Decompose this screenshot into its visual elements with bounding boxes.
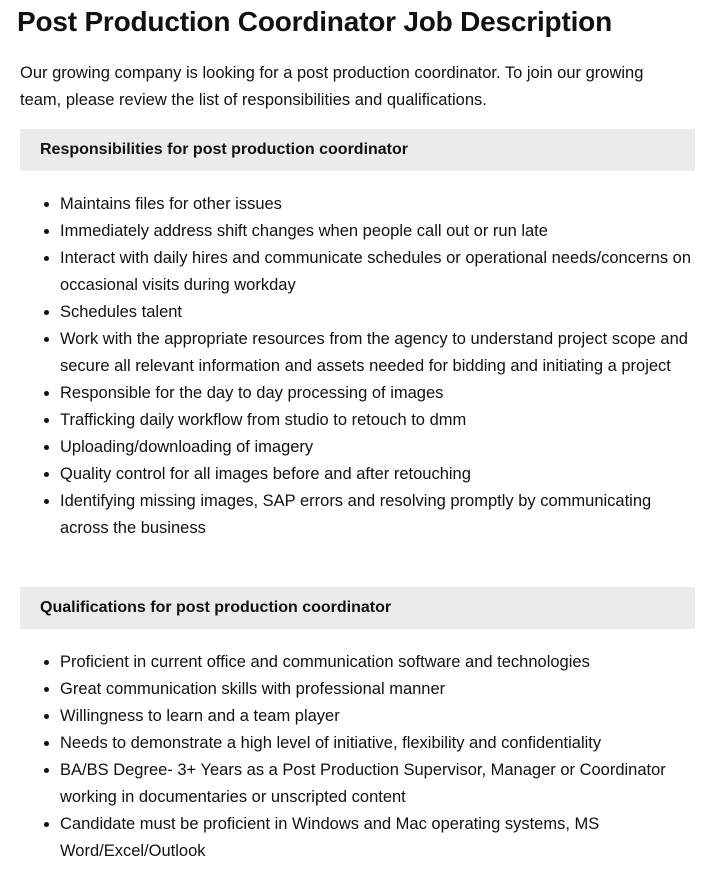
list-item: • Willingness to learn and a team player — [60, 703, 695, 730]
list-item: • Work with the appropriate resources from the agency to understand project scope and secure all relevant information and assets needed for bidding and initiating a project — [60, 326, 695, 380]
responsibilities-section — [20, 129, 695, 542]
responsibilities-list — [20, 191, 695, 542]
qualifications-list — [20, 649, 695, 865]
list-item: • Trafficking daily workflow from studio to retouch to dmm — [60, 407, 695, 434]
responsibilities-heading: Responsibilities for post production coordinator — [20, 129, 695, 171]
list-item: • Great communication skills with professional manner — [60, 676, 695, 703]
list-item: • Proficient in current office and communication software and technologies — [60, 649, 695, 676]
list-item: • Identifying missing images, SAP errors and resolving promptly by communicating across the business — [60, 488, 695, 542]
list-item: • Quality control for all images before and after retouching — [60, 461, 695, 488]
list-item: • Responsible for the day to day processing of images — [60, 380, 695, 407]
qualifications-heading: Qualifications for post production coordinator — [20, 587, 695, 629]
list-item: • Uploading/downloading of imagery — [60, 434, 695, 461]
intro-paragraph: Our growing company is looking for a post production coordinator. To join our growing team, please review the list of responsibilities and qualifications. — [20, 64, 644, 109]
list-item: • Schedules talent — [60, 299, 695, 326]
list-item: • Needs to demonstrate a high level of initiative, flexibility and confidentiality — [60, 730, 695, 757]
list-item: • Maintains files for other issues — [60, 191, 695, 218]
list-item: • Candidate must be proficient in Windows and Mac operating systems, MS Word/Excel/Outlook — [60, 811, 695, 865]
qualifications-section — [20, 587, 695, 865]
page-title: Post Production Coordinator Job Description — [17, 6, 612, 37]
list-item: • BA/BS Degree- 3+ Years as a Post Production Supervisor, Manager or Coordinator working in documentaries or unscripted content — [60, 757, 695, 811]
list-item: • Interact with daily hires and communicate schedules or operational needs/concerns on occasional visits during workday — [60, 245, 695, 299]
list-item: • Immediately address shift changes when people call out or run late — [60, 218, 695, 245]
